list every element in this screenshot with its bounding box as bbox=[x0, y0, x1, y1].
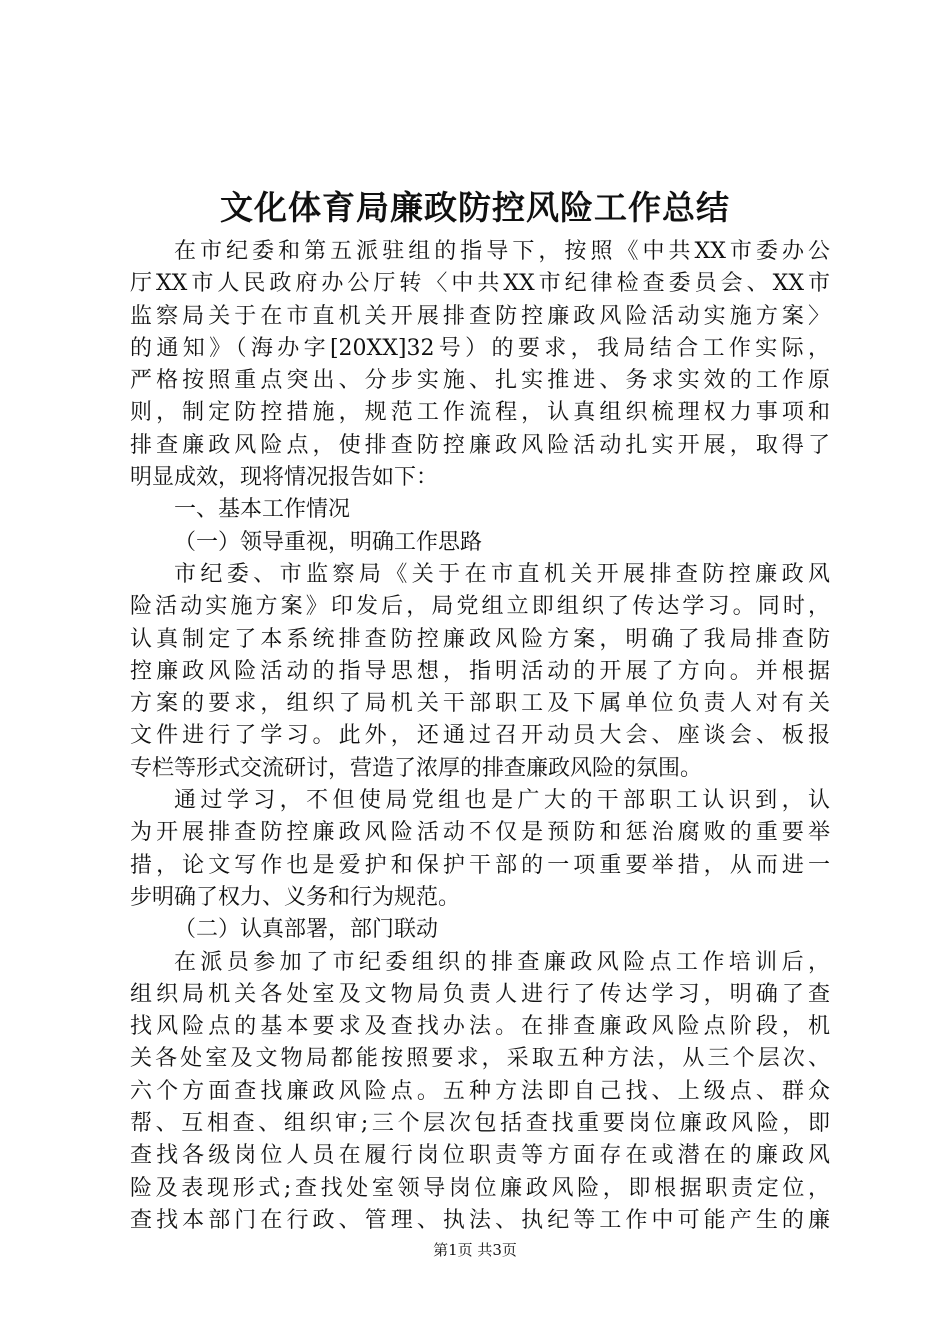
paragraph-line: 控廉政风险活动的指导思想，指明活动的开展了方向。并根据 bbox=[130, 658, 830, 684]
paragraph-line: 排查廉政风险点，使排查防控廉政风险活动扎实开展，取得了 bbox=[130, 432, 830, 458]
paragraph-line: 明显成效，现将情况报告如下： bbox=[130, 465, 439, 491]
paragraph-line: 认真制定了本系统排查防控廉政风险方案，明确了我局排查防 bbox=[130, 626, 830, 652]
subsection-heading: （一）领导重视，明确工作思路 bbox=[174, 529, 483, 555]
paragraph-line: 险活动实施方案》印发后，局党组立即组织了传达学习。同时， bbox=[130, 594, 830, 620]
paragraph-line: 严格按照重点突出、分步实施、扎实推进、务求实效的工作原 bbox=[130, 368, 830, 394]
paragraph-line: 查找本部门在行政、管理、执法、执纪等工作中可能产生的廉 bbox=[130, 1207, 830, 1233]
paragraph-line: 在派员参加了市纪委组织的排查廉政风险点工作培训后， bbox=[174, 949, 830, 975]
paragraph-line: 则，制定防控措施，规范工作流程，认真组织梳理权力事项和 bbox=[130, 400, 830, 426]
document-body bbox=[130, 236, 830, 1237]
paragraph-line: 的通知》（海办字[20XX]32号）的要求，我局结合工作实际， bbox=[130, 335, 830, 361]
paragraph-line: 在市纪委和第五派驻组的指导下，按照《中共XX市委办公 bbox=[174, 239, 830, 264]
paragraph-line: 组织局机关各处室及文物局负责人进行了传达学习，明确了查 bbox=[130, 981, 830, 1007]
paragraph-line: 通过学习，不但使局党组也是广大的干部职工认识到，认 bbox=[174, 788, 830, 814]
paragraph-line: 找风险点的基本要求及查找办法。在排查廉政风险点阶段，机 bbox=[130, 1014, 830, 1040]
paragraph-line: 六个方面查找廉政风险点。五种方法即自己找、上级点、群众 bbox=[130, 1078, 830, 1104]
paragraph-line: 文件进行了学习。此外，还通过召开动员大会、座谈会、板报 bbox=[130, 723, 830, 749]
paragraph-line: 专栏等形式交流研讨，营造了浓厚的排查廉政风险的氛围。 bbox=[130, 755, 703, 781]
paragraph-line: 步明确了权力、义务和行为规范。 bbox=[130, 884, 461, 910]
paragraph-line: 方案的要求，组织了局机关干部职工及下属单位负责人对有关 bbox=[130, 691, 830, 717]
paragraph-line: 市纪委、市监察局《关于在市直机关开展排查防控廉政风 bbox=[174, 561, 830, 587]
paragraph-line: 措，论文写作也是爱护和保护干部的一项重要举措，从而进一 bbox=[130, 852, 830, 878]
paragraph-line: 关各处室及文物局都能按照要求，采取五种方法，从三个层次、 bbox=[130, 1046, 830, 1072]
document-title: 文化体育局廉政防控风险工作总结 bbox=[220, 188, 730, 227]
paragraph-line: 险及表现形式;查找处室领导岗位廉政风险，即根据职责定位， bbox=[130, 1175, 830, 1201]
page-footer: 第1页 共3页 bbox=[433, 1241, 517, 1259]
subsection-heading: （二）认真部署，部门联动 bbox=[174, 917, 439, 943]
section-heading: 一、基本工作情况 bbox=[174, 497, 351, 523]
paragraph-line: 帮、互相查、组织审;三个层次包括查找重要岗位廉政风险，即 bbox=[130, 1111, 830, 1137]
paragraph-line: 为开展排查防控廉政风险活动不仅是预防和惩治腐败的重要举 bbox=[130, 820, 830, 846]
paragraph-line: 监察局关于在市直机关开展排查防控廉政风险活动实施方案〉 bbox=[130, 303, 830, 329]
paragraph-line: 查找各级岗位人员在履行岗位职责等方面存在或潜在的廉政风 bbox=[130, 1143, 830, 1169]
paragraph-line: 厅XX市人民政府办公厅转〈中共XX市纪律检查委员会、XX市 bbox=[130, 271, 830, 297]
